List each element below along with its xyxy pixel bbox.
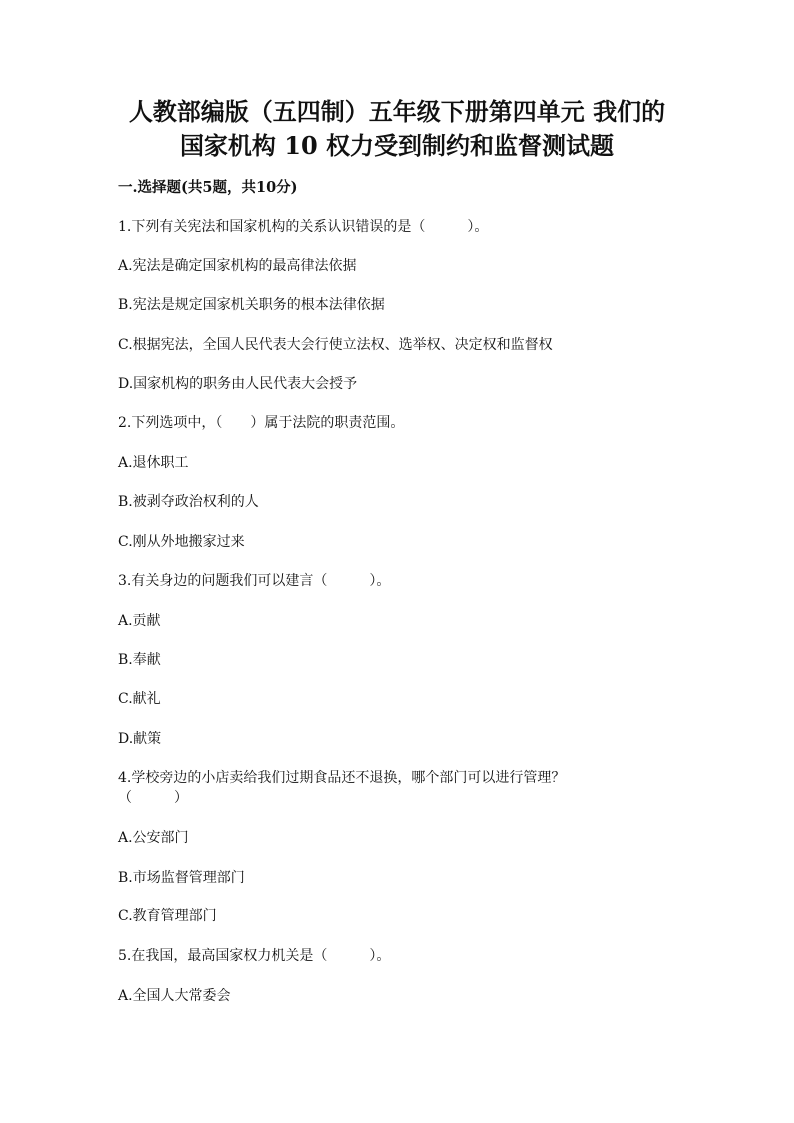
question-3-option-d: D.献策 [118,731,162,747]
question-2-stem: 2.下列选项中，（ ）属于法院的职责范围。 [118,415,405,431]
question-3-stem: 3.有关身边的问题我们可以建言（ ）。 [118,573,391,589]
question-4-option-c: C.教育管理部门 [118,908,217,924]
question-1-option-c: C.根据宪法，全国人民代表大会行使立法权、选举权、决定权和监督权 [118,337,553,353]
question-3-option-b: B.奉献 [118,652,161,668]
question-1-option-b: B.宪法是规定国家机关职务的根本法律依据 [118,297,385,313]
question-1-option-a: A.宪法是确定国家机构的最高律法依据 [118,258,357,274]
question-1-option-d: D.国家机构的职务由人民代表大会授予 [118,376,358,392]
question-5-stem: 5.在我国，最高国家权力机关是（ ）。 [118,948,391,964]
question-4-option-b: B.市场监督管理部门 [118,870,245,886]
section-heading: 一.选择题(共5题，共10分) [118,179,298,196]
question-2-option-a: A.退休职工 [118,455,189,471]
question-5-option-a: A.全国人大常委会 [118,988,231,1004]
question-3-option-a: A.贡献 [118,613,161,629]
document-title-line-2: 国家机构 10 权力受到制约和监督测试题 [179,131,615,160]
document-title-line-1: 人教部编版（五四制）五年级下册第四单元 我们的 [128,97,666,126]
question-4-option-a: A.公安部门 [118,830,189,846]
question-3-option-c: C.献礼 [118,691,161,707]
question-2-option-b: B.被剥夺政治权利的人 [118,494,259,510]
question-1-stem: 1.下列有关宪法和国家机构的关系认识错误的是（ ）。 [118,219,489,235]
question-4-stem: 4.学校旁边的小店卖给我们过期食品还不退换，哪个部门可以进行管理？ [118,770,566,786]
question-4-stem-continuation: （ ） [118,790,188,806]
question-2-option-c: C.刚从外地搬家过来 [118,534,245,550]
